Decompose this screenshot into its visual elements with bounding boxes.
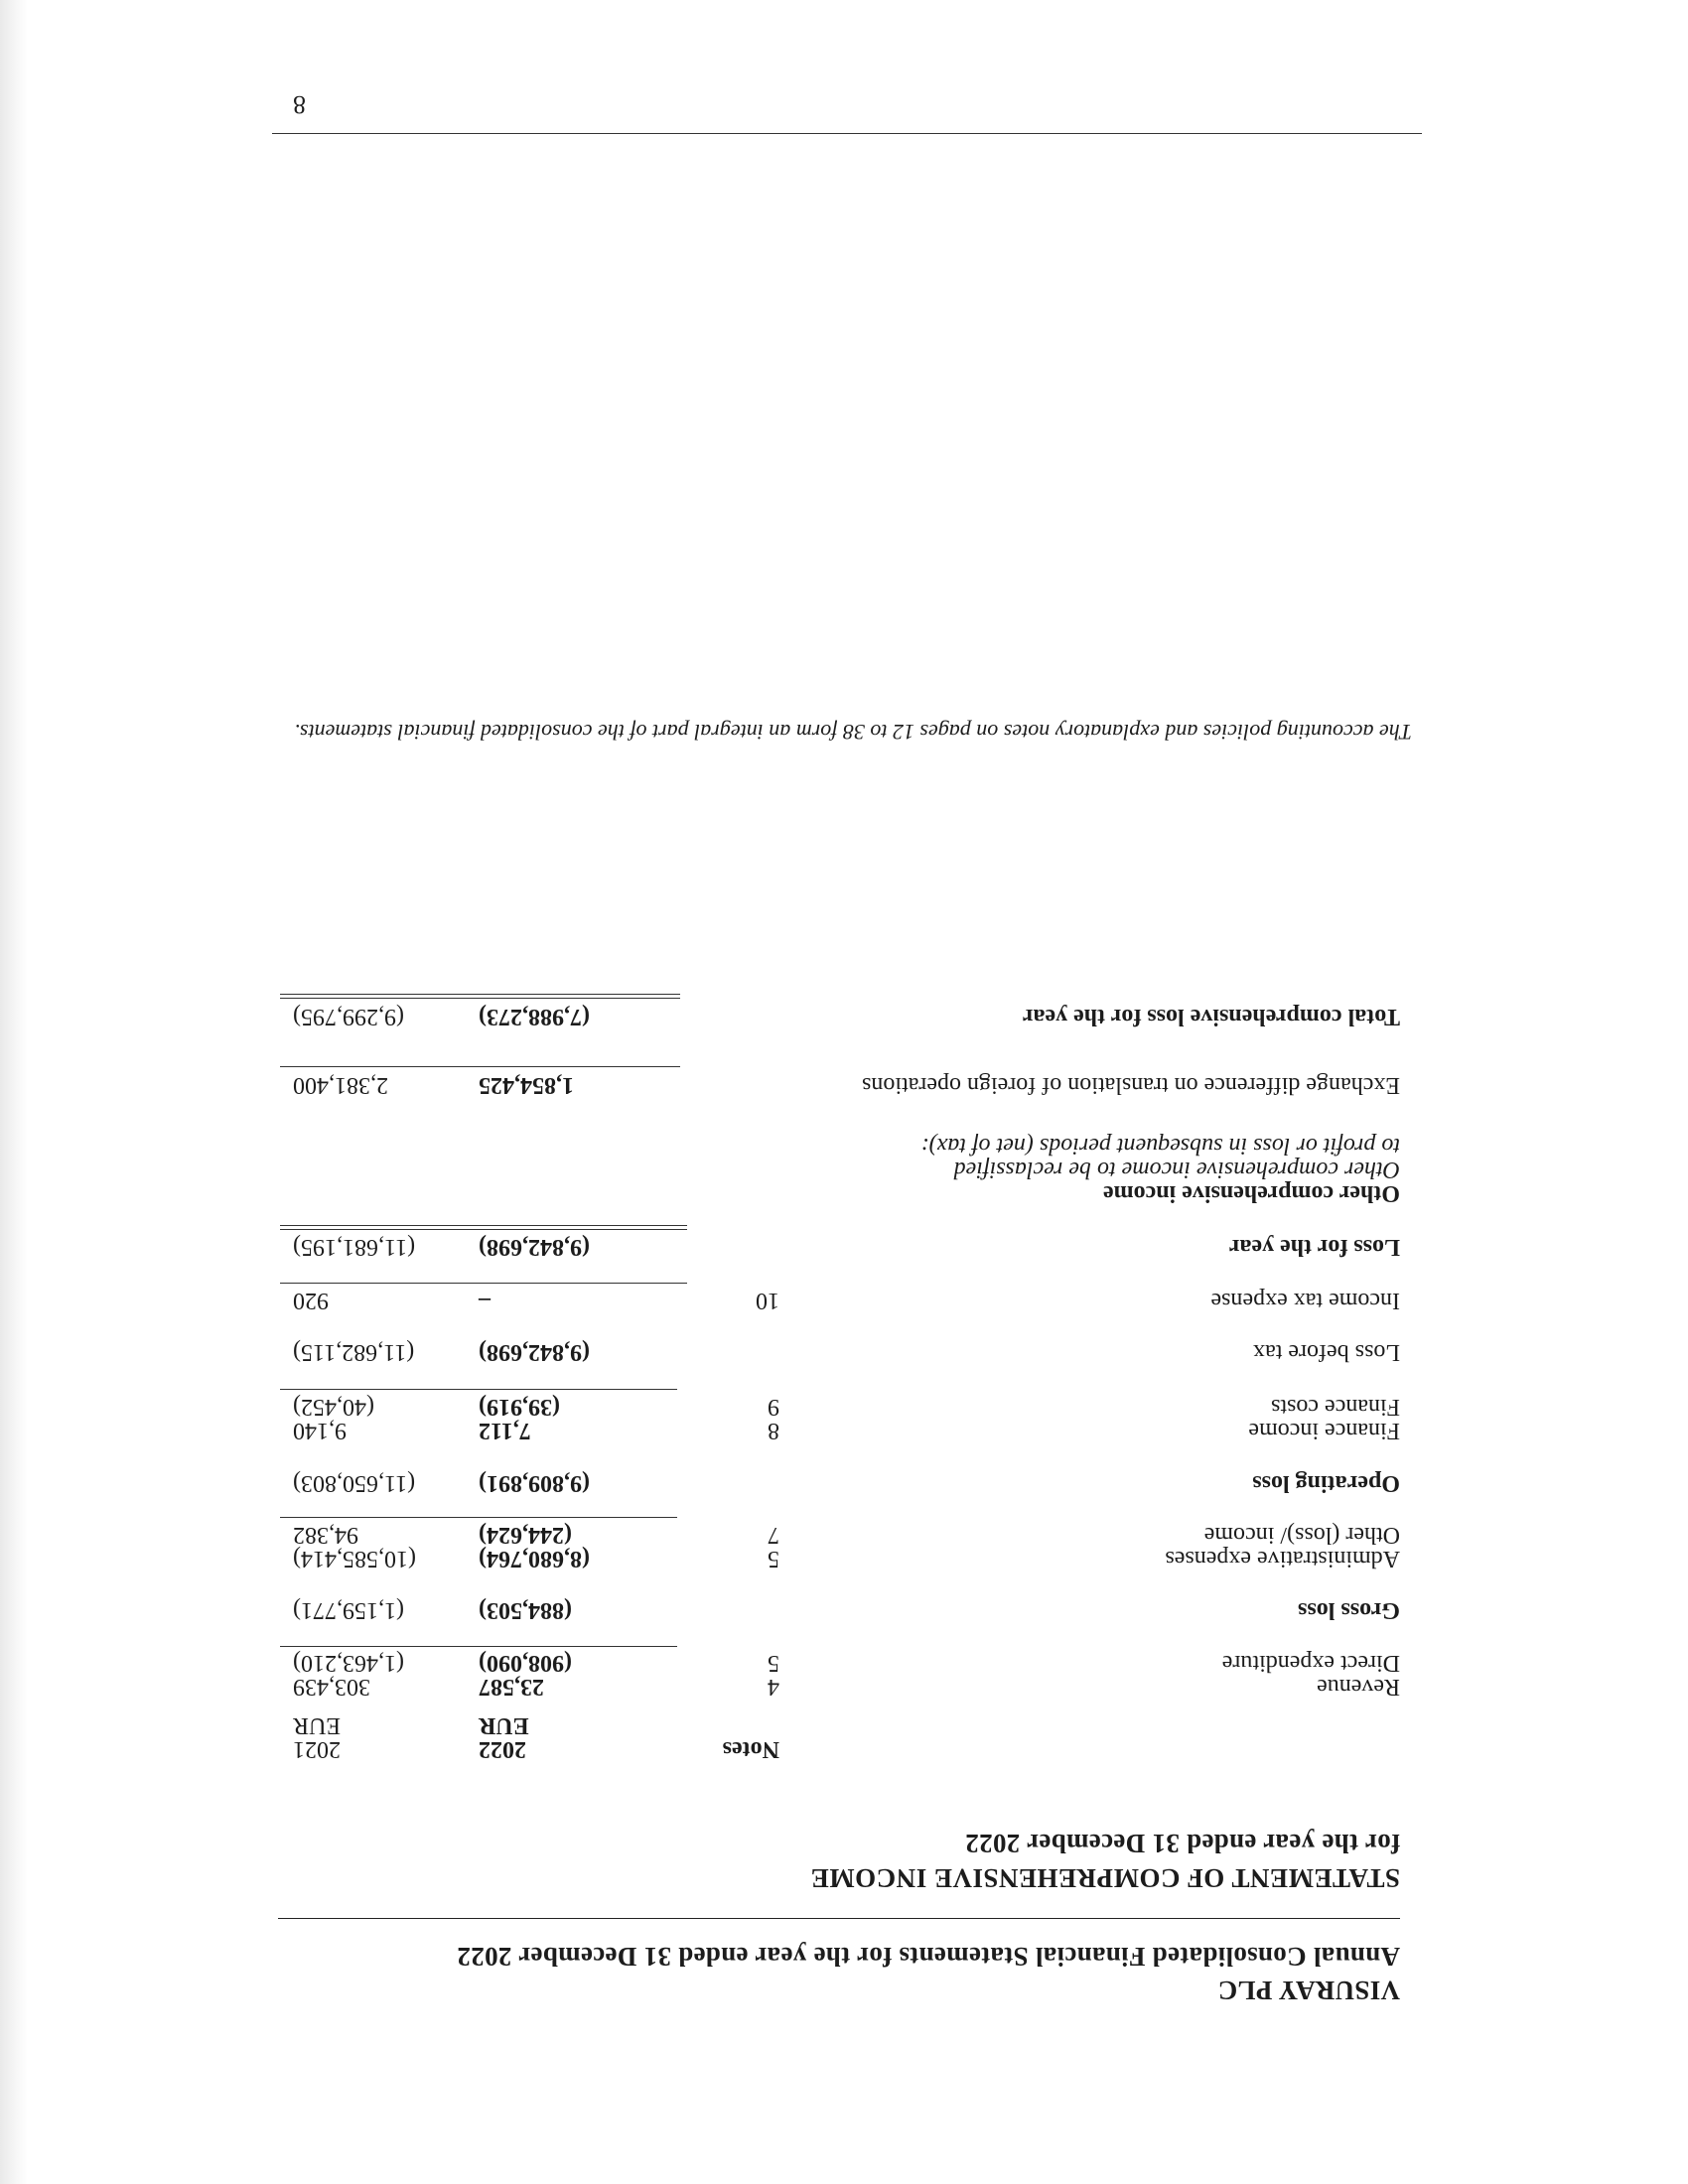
row-label-loss-before-tax: Loss before tax	[1253, 1339, 1400, 1365]
value-2021-direct-expenditure: (1,463,210)	[293, 1650, 404, 1676]
row-label-other-income: Other (loss)/ income	[1203, 1522, 1400, 1548]
row-label-gross-loss: Gross loss	[1298, 1597, 1400, 1623]
row-label-finance-costs: Finance costs	[1271, 1394, 1400, 1420]
unit-2022-header: EUR	[479, 1712, 529, 1738]
total-rule-2022	[464, 1229, 687, 1230]
subtotal-rule-2022	[464, 1389, 677, 1390]
note-revenue: 4	[768, 1674, 779, 1700]
year-2021-header: 2021	[293, 1736, 341, 1762]
subtotal-rule-2022	[464, 1646, 677, 1647]
total-double-rule-2021	[280, 1225, 479, 1226]
statement-title: STATEMENT OF COMPREHENSIVE INCOME	[810, 1863, 1400, 1893]
total-double-rule-2022	[464, 1225, 687, 1226]
note-finance-income: 8	[768, 1418, 779, 1443]
subtotal-rule-2021	[280, 1283, 479, 1284]
value-2021-loss-before-tax: (11,682,115)	[293, 1339, 415, 1365]
value-2021-revenue: 303,439	[293, 1674, 370, 1700]
value-2022-loss-for-year: (9,842,698)	[479, 1234, 590, 1260]
oci-heading: Other comprehensive income	[1102, 1180, 1400, 1206]
value-2021-exchange-difference: 2,381,400	[293, 1072, 388, 1098]
document-subtitle: Annual Consolidated Financial Statements for the year ended 31 December 2022	[457, 1942, 1400, 1972]
footnote: The accounting policies and explanatory notes on pages 12 to 38 form an integral part of the consolidated financial statements.	[294, 720, 1412, 745]
oci-subheading-line2: to profit or loss in subsequent periods (net of tax):	[920, 1133, 1400, 1159]
value-2021-administrative-expenses: (10,585,414)	[293, 1546, 416, 1571]
row-label-exchange-difference: Exchange difference on translation of foreign operations	[861, 1072, 1400, 1098]
value-2021-loss-for-year: (11,681,195)	[293, 1234, 416, 1260]
subtotal-rule-2022	[464, 1283, 687, 1284]
value-2021-finance-costs: (40,452)	[293, 1394, 374, 1420]
note-direct-expenditure: 5	[768, 1650, 779, 1676]
value-2022-finance-costs: (39,919)	[479, 1394, 560, 1420]
row-label-loss-for-year: Loss for the year	[1228, 1234, 1400, 1260]
unit-2021-header: EUR	[293, 1712, 341, 1738]
subtotal-rule-2022	[464, 1066, 680, 1067]
value-2022-administrative-expenses: (8,680,764)	[479, 1546, 590, 1571]
value-2022-other-income: (244,624)	[479, 1522, 572, 1548]
note-finance-costs: 9	[768, 1394, 779, 1420]
page-number: 8	[293, 90, 306, 119]
row-label-total-comprehensive-loss: Total comprehensive loss for the year	[1022, 1004, 1400, 1029]
notes-column-header: Notes	[722, 1736, 779, 1762]
value-2022-total-comprehensive-loss: (7,988,273)	[479, 1004, 590, 1029]
row-label-operating-loss: Operating loss	[1252, 1470, 1400, 1496]
note-income-tax: 10	[756, 1288, 779, 1313]
statement-period: for the year ended 31 December 2022	[965, 1829, 1400, 1858]
subtotal-rule-2022	[464, 1517, 677, 1518]
value-2022-direct-expenditure: (908,090)	[479, 1650, 572, 1676]
total-rule-2022	[464, 998, 680, 999]
total-rule-2021	[280, 998, 479, 999]
note-administrative-expenses: 5	[768, 1546, 779, 1571]
value-2021-other-income: 94,382	[293, 1522, 358, 1548]
total-double-rule-2022	[464, 994, 680, 995]
row-label-direct-expenditure: Direct expenditure	[1221, 1650, 1400, 1676]
subtotal-rule-2021	[280, 1066, 479, 1067]
row-label-administrative-expenses: Administrative expenses	[1165, 1546, 1400, 1571]
value-2021-gross-loss: (1,159,771)	[293, 1597, 404, 1623]
subtotal-rule-2021	[280, 1389, 479, 1390]
company-name: VISURAY PLC	[1217, 1976, 1400, 2005]
value-2022-exchange-difference: 1,854,425	[479, 1072, 574, 1098]
value-2021-income-tax: 920	[293, 1288, 329, 1313]
row-label-revenue: Revenue	[1317, 1674, 1400, 1700]
value-2022-revenue: 23,587	[479, 1674, 544, 1700]
value-2022-finance-income: 7,112	[479, 1418, 531, 1443]
value-2022-operating-loss: (9,809,891)	[479, 1470, 590, 1496]
row-label-income-tax: Income tax expense	[1210, 1288, 1400, 1313]
footer-rule	[272, 133, 1422, 134]
value-2021-operating-loss: (11,650,803)	[293, 1470, 416, 1496]
value-2021-total-comprehensive-loss: (9,299,795)	[293, 1004, 404, 1029]
value-2021-finance-income: 9,140	[293, 1418, 347, 1443]
total-rule-2021	[280, 1229, 479, 1230]
oci-subheading-line1: Other comprehensive income to be reclassified	[953, 1157, 1400, 1182]
subtotal-rule-2021	[280, 1517, 479, 1518]
value-2022-gross-loss: (884,503)	[479, 1597, 572, 1623]
row-label-finance-income: Finance income	[1248, 1418, 1400, 1443]
note-other-income: 7	[768, 1522, 779, 1548]
year-2022-header: 2022	[479, 1736, 526, 1762]
value-2022-loss-before-tax: (9,842,698)	[479, 1339, 590, 1365]
value-2022-income-tax: –	[479, 1288, 491, 1313]
subtotal-rule-2021	[280, 1646, 479, 1647]
scan-edge-shadow	[0, 0, 28, 2184]
total-double-rule-2021	[280, 994, 479, 995]
header-rule	[278, 1918, 1400, 1919]
